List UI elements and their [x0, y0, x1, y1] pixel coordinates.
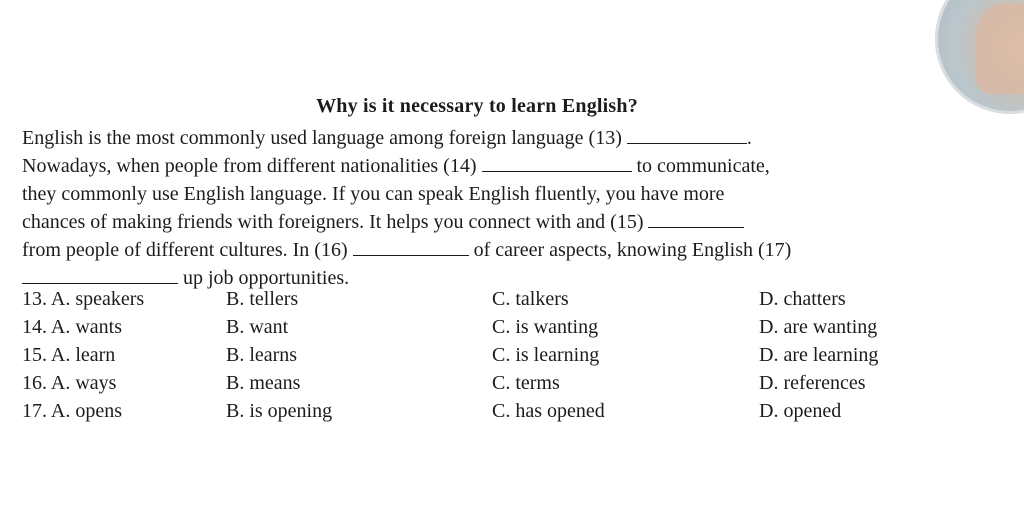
option-b[interactable]: B. want [226, 316, 289, 338]
passage-line-4 [22, 208, 942, 236]
option-a[interactable]: 15. A. learn [22, 344, 116, 366]
option-d[interactable]: D. references [759, 372, 866, 394]
blank-17[interactable] [22, 265, 178, 284]
passage-text: from people of different cultures. In (16) [22, 239, 348, 261]
passage-line-1 [22, 124, 942, 152]
blank-15[interactable] [648, 209, 744, 228]
blank-16[interactable] [353, 237, 469, 256]
option-b[interactable]: B. tellers [226, 288, 299, 310]
option-d[interactable]: D. chatters [759, 288, 846, 310]
option-c[interactable]: C. talkers [492, 288, 569, 310]
option-d[interactable]: D. are wanting [759, 316, 878, 338]
option-d[interactable]: D. are learning [759, 344, 879, 366]
passage-line-2 [22, 152, 942, 180]
passage [22, 124, 942, 292]
option-a[interactable]: 14. A. wants [22, 316, 122, 338]
question-row-14 [22, 316, 962, 344]
option-c[interactable]: C. terms [492, 372, 560, 394]
option-a[interactable]: 13. A. speakers [22, 288, 145, 310]
question-row-16 [22, 372, 962, 400]
option-c[interactable]: C. is learning [492, 344, 600, 366]
answer-options [22, 288, 962, 428]
photo-figure [975, 4, 1024, 94]
option-c[interactable]: C. is wanting [492, 316, 599, 338]
option-a[interactable]: 17. A. opens [22, 400, 122, 422]
passage-line-5 [22, 236, 942, 264]
blank-14[interactable] [482, 153, 632, 172]
exercise-title: Why is it necessary to learn English? [316, 95, 638, 117]
option-a[interactable]: 16. A. ways [22, 372, 117, 394]
passage-text: of career aspects, knowing English (17) [473, 239, 792, 261]
option-c[interactable]: C. has opened [492, 400, 605, 422]
question-row-17 [22, 400, 962, 428]
option-b[interactable]: B. learns [226, 344, 298, 366]
question-row-13 [22, 288, 962, 316]
blank-13[interactable] [627, 125, 747, 144]
passage-text: chances of making friends with foreigners. It helps you connect with and (15) [22, 211, 644, 233]
passage-text: up job opportunities. [183, 267, 350, 289]
option-b[interactable]: B. means [226, 372, 301, 394]
option-b[interactable]: B. is opening [226, 400, 333, 422]
passage-text: to communicate, [636, 155, 770, 177]
passage-text: English is the most commonly used language among foreign language (13) [22, 127, 622, 149]
question-row-15 [22, 344, 962, 372]
passage-line-3: they commonly use English language. If you can speak English fluently, you have more [22, 183, 725, 205]
passage-text: . [746, 127, 752, 149]
option-d[interactable]: D. opened [759, 400, 842, 422]
passage-text: Nowadays, when people from different nationalities (14) [22, 155, 477, 177]
